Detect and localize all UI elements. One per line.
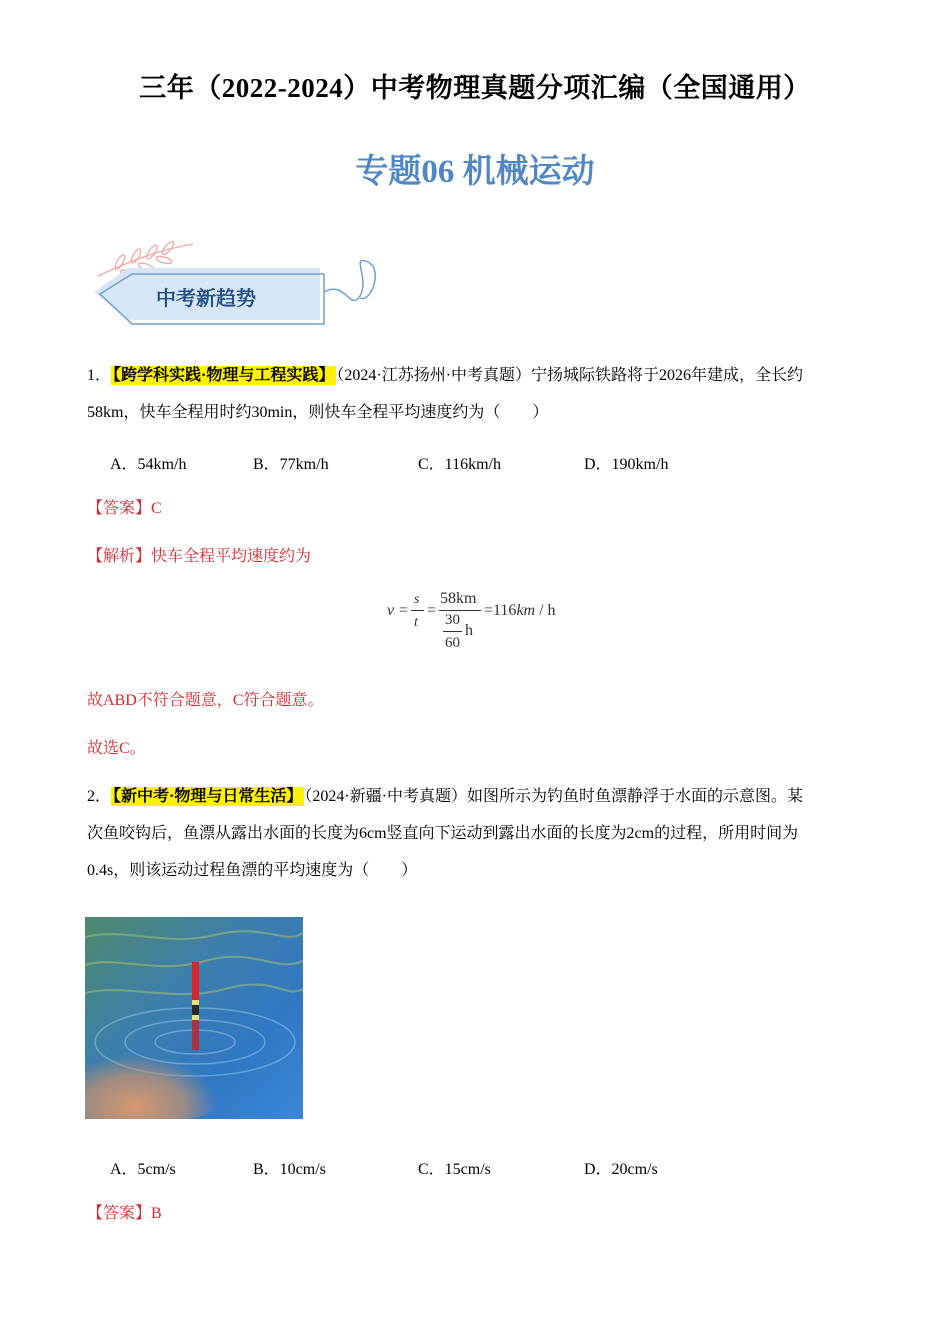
formula-eq2: =: [427, 602, 437, 619]
analysis-1: [87, 538, 311, 575]
fishing-float-photo: [85, 917, 303, 1119]
option-c: C．116km/h: [418, 456, 501, 473]
formula-distance: 58km: [440, 590, 477, 607]
conclusion-2: 故选C。: [87, 740, 146, 757]
formula-v: v: [387, 602, 395, 619]
analysis-text: 快车全程平均速度约为: [151, 548, 312, 565]
answer-value: B: [151, 1205, 162, 1222]
question-2-line-1: [87, 778, 803, 815]
question-number: 1．: [87, 367, 112, 384]
formula-t: t: [414, 615, 418, 630]
answer-label: 【答案】: [87, 1205, 152, 1222]
answer-1: [87, 490, 162, 527]
question-text: （2024·新疆·中考真题）如图所示为钓鱼时鱼漂静浮于水面的示意图。某: [304, 788, 804, 805]
answer-label: 【答案】: [87, 500, 152, 517]
formula-den: 60: [445, 635, 460, 651]
option-a: A．54km/h: [110, 456, 187, 473]
formula-s: s: [414, 592, 420, 607]
formula-hour: h: [465, 622, 473, 639]
fraction-bar-3: [443, 631, 462, 632]
answer-value: C: [151, 500, 162, 517]
option-b: B．10cm/s: [253, 1161, 326, 1178]
question-2-line-3: 0.4s，则该运动过程鱼漂的平均速度为（ ）: [87, 862, 418, 879]
fraction-bar-1: [411, 610, 424, 611]
option-b: B．77km/h: [253, 456, 329, 473]
formula-num: 30: [445, 612, 460, 628]
section-banner: [88, 232, 388, 332]
question-2-line-2: 次鱼咬钩后，鱼漂从露出水面的长度为6cm竖直向下运动到露出水面的长度为2cm的过程，所用时间为: [87, 825, 799, 842]
formula-result: =116km / h: [484, 602, 556, 619]
option-d: D．20cm/s: [584, 1161, 658, 1178]
option-d: D．190km/h: [584, 456, 669, 473]
speed-formula: [383, 588, 583, 660]
formula-eq1: =: [399, 602, 409, 619]
answer-2: [87, 1195, 162, 1232]
topic-title: 专题06 机械运动: [355, 154, 595, 190]
conclusion-1: 故ABD不符合题意，C符合题意。: [87, 692, 324, 709]
question-text: （2024·江苏扬州·中考真题）宁扬城际铁路将于2026年建成，全长约: [336, 367, 804, 384]
option-a: A．5cm/s: [110, 1161, 176, 1178]
question-1-line-2: 58km，快车全程用时约30min，则快车全程平均速度约为（ ）: [87, 404, 549, 421]
banner-label: 中考新趋势: [156, 286, 256, 310]
question-number: 2．: [87, 788, 112, 805]
fraction-bar-2: [439, 610, 481, 611]
question-tag: 【跨学科实践·物理与工程实践】: [113, 367, 335, 384]
question-tag: 【新中考·物理与日常生活】: [113, 788, 303, 805]
document-title: 三年（2022-2024）中考物理真题分项汇编（全国通用）: [139, 73, 811, 103]
analysis-label: 【解析】: [87, 548, 152, 565]
option-c: C．15cm/s: [418, 1161, 491, 1178]
question-1-line-1: [87, 357, 803, 394]
